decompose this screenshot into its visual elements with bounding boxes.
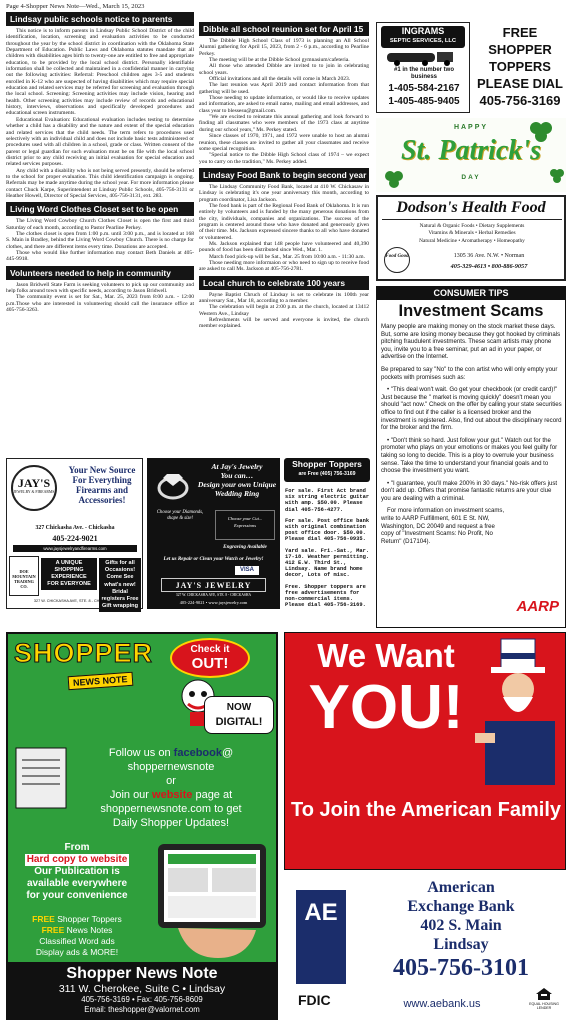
daily-text: Daily Shopper Updates!	[112, 817, 230, 829]
jays-firearms-ad	[6, 458, 143, 609]
url-text[interactable]: shoppernewsnote.com to get	[100, 803, 242, 815]
jewelry-h1: At Jay's Jewelry	[211, 462, 263, 471]
consumer-body	[381, 323, 562, 545]
paragraph: Those needing to update information, or would like to receive updates and information, are asked to email name, mailing and email addresses, and class year to blessesu@gmail.com.	[199, 95, 369, 114]
tablet-hand-icon	[148, 840, 276, 960]
jays-logo-sub: JEWELRY & FIREARMS	[13, 490, 55, 494]
toppers-badge-title: Shopper Toppers	[292, 459, 362, 469]
paragraph: Educational Evaluation: Educational evaluation includes testing to determine whether a child has a disability and the nature and extent of the special education and related services that the child needs. The term refers to procedures used selectively with an individual child and does not include basic tests administered or procedures used with all children in a school, grade or class. Written consent of the parent or legal guardian for such evaluation must be on file with the local school district prior to any child receiving an initial evaluation for special education and related services purposes.	[6, 116, 194, 168]
article-body	[6, 218, 194, 262]
uncle-sam-icon	[475, 637, 565, 787]
check-it-out-badge	[170, 638, 250, 678]
page-header: Page 4-Shopper News Note—Wed., March 15, 2023	[6, 3, 145, 10]
paragraph: Payne Baptist Chruch of Lindsay is set to celebrate its 100th year anniversary Sat., Mar 18, according to a member.	[199, 291, 369, 305]
free-toppers-line: TOPPERS	[489, 59, 551, 74]
paragraph: The clothes closet is open from 1:00 p.m. until 3:00 p.m., and is located at 168 S. Main in Bradley, behind the Living Word Cowboy Church. There is no charge for clothes, and there are different items every time. Donations are accepted.	[6, 230, 194, 250]
paragraph: The food bank is part of the Regional Food Bank of Oklahoma. It is run entirely by volunteers and is funded by the many generous donations from the city, individuals, companies and organizations. The success of the program is centered around those who have donated and generously given of their time. Ms. Jackson expressed sincere thanks to all who have donated or volunteered.	[199, 202, 369, 241]
bank-website[interactable]: www.aebank.us	[403, 998, 481, 1010]
dodson-line: Natural & Organic Foods • Dietary Supplements	[419, 223, 525, 229]
shopper-ad	[6, 632, 278, 1020]
article-body	[199, 292, 369, 330]
pub-line: available everywhere	[26, 878, 128, 889]
jays-headline: Your New Source For Everything Firearms and Accessories!	[68, 465, 136, 505]
jewelry-repair: Let us Repair or Clean your Watch or Jewelry!	[163, 556, 264, 562]
jays-gifts: Gifts for all Occasions! Come See what's new! Bridal registers Free Gift wrapping	[99, 558, 141, 612]
free-tag: FREE	[32, 914, 55, 924]
bank-line: Lindsay	[433, 936, 489, 953]
article-body	[6, 28, 194, 199]
shopper-address: 311 W. Cherokee, Suite C • Lindsay	[58, 983, 226, 995]
column-middle	[199, 22, 369, 448]
doe-mountain-logo: DOE MOUNTAIN TRADING CO.	[9, 556, 39, 596]
bank-line: Exchange Bank	[407, 898, 515, 915]
bank-text	[356, 878, 566, 982]
paragraph: Official invitations and all the details will come in March 2023.	[209, 76, 351, 83]
article-body	[199, 38, 369, 165]
from-text: From	[64, 842, 90, 853]
equal-housing-text: EQUAL HOUSING	[529, 1001, 559, 1006]
stpat-day: DAY	[461, 174, 481, 181]
article-title: Volunteers needed to help in community	[6, 266, 194, 280]
dodson-line: Natural Medicine • Aromatherapy • Homeopathy	[419, 237, 525, 244]
ingrams-name: INGRAMS	[401, 26, 445, 36]
stpat-title: St. Patrick's	[400, 135, 541, 166]
free-list	[12, 914, 142, 958]
paragraph: • "Don't think so hard. Just follow your gut." Watch out for the promoter who plays on your emotions or makes you feel guilty for taking so long to decide. This is a ploy to overrule your business sense. Take the time to understand your financial goals and to choose the investment you want.	[381, 436, 558, 475]
shopper-word: SHOPPER	[14, 638, 154, 668]
paragraph: This notice is to inform parents in Lindsay Public School District of the child identification, location, screening and evaluation activities to be conducted throughout the year by the school district in coordination with the Oklahoma State Department of Education. Public Laws and Oklahoma statutes mandate that all children with disabilities ages birth to twenty-one are entitled to free and appropriate education, to be provided by the local school district. Personally identifiable information shall be collected and maintained in a confidential manner in carrying out the following activities: Referral: Preschool children ages 3-5 and students enrolled in K-12 who are suspected of having disabilities which may require special education and related services may be referred for screening and evaluation through the local school. Screening: Screening activities may include vision, hearing and health. Other screening activities may include review of records and educational history, interviews, observations and specifically developed procedures and educational screen instruments.	[6, 28, 194, 117]
jewelry-headline	[197, 462, 277, 498]
free-toppers-line: FREE	[502, 25, 538, 40]
article-title: Lindsay public schools notice to parents	[6, 12, 194, 26]
join-family-text: To Join the American Family	[290, 799, 562, 821]
food-good-logo: Food Good	[384, 247, 410, 273]
follow-block	[64, 746, 278, 830]
paragraph: For more information on investment scams, write to AARP Fulfillment, 601 E St. NW, Washington, DC 20049 and request a free copy of "Investment Scams: No Profit, No Return" (D17104).	[381, 507, 505, 545]
article-body	[199, 184, 369, 273]
jays-logo	[11, 465, 57, 511]
paragraph: The community event is set for Sat., Mar. 25, 2023 from 8:00 a.m. - 12:00 p.m.Those who are interested in volunteering should call the insurance office at 405-756-3263.	[6, 294, 194, 314]
follow-text: Follow us on	[108, 747, 171, 759]
jewelry-logo: JAY'S JEWELRY	[161, 578, 266, 592]
paragraph: "We are excited to reinstate this annual gathering and look forward to finding all classmates who were members of the 1973 class at anytime during our school years," Ms. Perkey stated.	[199, 114, 369, 133]
ingrams-phone1[interactable]: 1-405-584-2167	[388, 83, 460, 94]
hard-copy-text: Hard copy to website	[26, 854, 128, 865]
article-title: Dibble all school reunion set for April 15	[199, 22, 369, 36]
dodson-lines	[382, 223, 562, 245]
free-item: Shopper Toppers	[57, 914, 122, 924]
bank-phone[interactable]: 405-756-3101	[393, 955, 529, 981]
newspaper-reader-icon	[12, 738, 72, 818]
paragraph: The Dibble High School Class of 1973 is planning an All School Alumni gathering for April 15, 2023, from 2 - 6 p.m., according to Pearline Perkey.	[199, 38, 369, 57]
toppers-badge-sub: are Free (405) 756-3169	[298, 471, 356, 477]
column-left	[6, 12, 194, 438]
topper-item: Free. Shopper toppers are free advertisements for non-commercial items. Please dial 405-756-3169.	[285, 583, 366, 609]
website-link[interactable]: website	[152, 789, 193, 801]
jewelry-cut	[215, 510, 275, 540]
bank-line: American	[427, 879, 495, 896]
paragraph: Any child with a disability who is not being served presently, should be referred to the school for proper evaluation. This child identification campaign is ongoing. Referrals may be made anytime during the school year. For more information please contact Chuck Karpe, Superintendent at Lindsay Public Schools, 405-756-3131 or Heather Howell, Director of Special Services, 405-756-3131, ext. 283.	[6, 167, 194, 199]
now-digital-bubble	[204, 696, 274, 734]
dodson-line: Vitamins & Minerals • Herbal Remedies	[428, 230, 516, 237]
from-block	[12, 842, 142, 902]
aarp-logo: AARP	[516, 598, 559, 615]
paragraph: The Living Word Cowboy Church Clothes Closet is open the first and third Saturday of each month, according to Pastor Pearline Perkey.	[6, 218, 194, 231]
paragraph: Ms. Jackson explained that 148 people have volunteered and 40,390 pounds of food has been distributed since Wed., Mar. 1.	[199, 240, 369, 254]
jewelry-caption: Choose your Diamonds, shape & size!	[156, 510, 204, 521]
topper-item: For sale. First Act brand six string electric guitar with amp. $50.00. Please dial 405-756-4277.	[285, 488, 370, 513]
or-text: or	[166, 775, 176, 787]
article-title: Local church to celebrate 100 years	[199, 276, 369, 290]
paragraph: Refreshments will be served and everyone is invited, the church member explained.	[199, 317, 369, 330]
you-text: YOU!	[308, 673, 464, 742]
paragraph: All those who attended Dibble are invited to to join in celebrating school years.	[199, 63, 369, 76]
shopper-name: Shopper News Note	[66, 965, 218, 982]
dodson-name: Dodson's Health Food	[396, 199, 546, 216]
jays-unique-text: A UNIQUE SHOPPING EXPERIENCE	[51, 560, 87, 580]
bank-logo: AE	[296, 890, 346, 984]
free-item: Classified Word ads	[39, 936, 115, 946]
article-title: Living Word Clothes Closet set to be open	[6, 202, 194, 216]
topper-item: Yard sale. Fri.-Sat., Mar. 17-18. Weather permitting. 412 E.W. Third St., Lindsay. Name brand home decor, Lots of misc.	[285, 547, 370, 579]
consumer-tips	[376, 286, 566, 628]
paragraph: • "This deal won't wait. Go get your checkbook (or credit card)!" Just because the " market is moving quickly" doesn't mean you should "act now." Check on the offer by calling your state securities office to find out if the caller is a licensed broker and the investment is registered. Also, find out about the disciplinary record for the broker and the firm.	[381, 386, 562, 432]
consumer-title: Investment Scams	[398, 302, 544, 320]
toppers-badge	[284, 458, 370, 482]
paragraph: The celebration will begin at 2:00 p.m. at the church, located at 13412 Western Ave., Lindsay	[199, 304, 369, 317]
paragraph: "Special notice to the Dibble High School class of 1974 – we expect you to carry on the tradition," Ms. Perkey added.	[199, 152, 369, 165]
jays-address: 327 Chickasha Ave. - Chickasha	[35, 525, 115, 531]
digital-text: DIGITAL!	[215, 716, 263, 728]
ring-icon	[153, 466, 193, 502]
paragraph: March food pick-up will be Sat., Mar. 25 from 10:00 a.m. - 11:30 a.m.	[209, 253, 366, 260]
paragraph: The meeting will be at the Dibble School gymnasium/cafeteria.	[209, 57, 350, 64]
equal-housing-text: LENDER	[536, 1006, 552, 1010]
paragraph: Jason Bridwell State Farm is seeking volunteers to pick up our community and help folks around town with specific needs, according to Jason Bridwell.	[6, 281, 194, 295]
free-toppers-line: SHOPPER	[488, 42, 552, 57]
jays-logo-text: JAY'S	[17, 476, 51, 490]
free-item: News Notes	[66, 925, 113, 935]
equal-housing-icon	[526, 988, 562, 1011]
article-body	[6, 282, 194, 314]
out-text: OUT!	[191, 655, 229, 672]
bank-ad	[294, 876, 566, 1022]
free-toppers-line: 405-756-3169	[479, 93, 561, 108]
free-toppers-line: PLEASE DIAL	[477, 76, 563, 91]
jays-footer: 327 W. CHICKASHA AVE, STE. 8 - CHICKASHA	[33, 599, 117, 603]
jewelry-expr: Expressions	[233, 523, 257, 528]
free-toppers-ad	[474, 24, 566, 114]
join-text: Join our	[109, 789, 149, 801]
consumer-tag: CONSUMER TIPS	[377, 287, 565, 300]
topper-item: For sale. Post office bank with original combination post office door. $50.00. Please dial 405-756-0935.	[285, 517, 370, 543]
jewelry-cut-text: Choose your Cut...	[227, 516, 263, 521]
now-text: NOW	[226, 702, 252, 713]
jays-web[interactable]: www.jaysjewelryandfirearms.com	[13, 545, 137, 552]
jays-phone[interactable]: 405-224-9021	[52, 534, 98, 543]
toppers-list	[285, 488, 372, 609]
fdic-logo: FDIC	[298, 992, 331, 1008]
shopper-email[interactable]: Email: theshopper@valornet.com	[84, 1005, 200, 1014]
jewelry-address: 327 W. CHICKASHA AVE, STE. 8 - CHICKASHA	[175, 593, 252, 597]
ingrams-rank: #1 in the number two business	[393, 67, 454, 80]
jewelry-h2: You can…	[220, 471, 254, 480]
paragraph: Be prepared to say "No" to the con artist who will only empty your pockets with promises such as:	[381, 365, 558, 381]
paragraph: Many people are making money on the stock market these days. But, some are losing money because they got hooked by criminals pitching fraudulent investments. These scam artists may phone you, invite you to a free seminar, put an ad in your paper, or advertise on the Internet.	[381, 323, 561, 361]
ingrams-phone2[interactable]: 1-405-485-9405	[388, 96, 460, 107]
jays-unique-text2: FOR EVERYONE	[47, 581, 91, 587]
dodson-phone[interactable]: 405-329-4613 • 800-886-9057	[450, 263, 528, 270]
visa-icon: VISA	[235, 566, 259, 575]
pub-line: for your convenience	[26, 890, 128, 901]
ingrams-sub: SEPTIC SERVICES, LLC	[389, 38, 457, 44]
dodson-ad	[376, 195, 566, 281]
shopper-footer	[8, 962, 276, 1018]
jewelry-engraving: Engraving Available	[223, 544, 267, 550]
paragraph: Those needing more informaion or who need to sign up to receive food are asked to call Ms. Jackson at 405-756-2781.	[199, 260, 369, 273]
paragraph: The last reunion was April 2019 and contact information from that gathering will be used.	[199, 82, 369, 95]
facebook-link[interactable]: facebook	[173, 747, 222, 759]
newsnote-word: NEWS NOTE	[68, 672, 133, 690]
paragraph: The Lindsay Community Food Bank, located at 410 W. Chickasaw in Lindsay is celebrating it's one year anniversary this month, according to program coordinator, Lisa Jackson.	[199, 183, 369, 203]
shopper-phones[interactable]: 405-756-3169 • Fax: 405-756-8609	[81, 995, 203, 1004]
jays-jewelry-ad	[147, 458, 280, 609]
free-item: Display ads & MORE!	[35, 947, 119, 957]
stpat-happy: HAPPY	[453, 124, 489, 131]
jays-unique	[41, 558, 97, 590]
jewelry-h3: Design your own Unique Wedding Ring	[197, 480, 277, 498]
paragraph: Those who would like further information may contact Beth Daniels at 405-445-9918.	[6, 250, 194, 263]
check-text: Check it	[190, 644, 230, 655]
dodson-address: 1305 36 Ave. N.W. • Norman	[453, 253, 525, 259]
we-want-you-ad	[284, 632, 566, 870]
jewelry-contact[interactable]: 405-224-9021 • www.jaysjewelry.com	[179, 600, 248, 605]
st-patricks-ad	[376, 118, 566, 192]
paragraph: • "I guarantee, you'll make 200% in 30 days." No-risk offers just don't add up. Offers that promise fantastic returns are your clue you are dealing with a criminal.	[381, 479, 558, 502]
at-sign: @	[221, 747, 234, 759]
we-want-text: We Want	[317, 637, 455, 674]
ingrams-ad	[376, 22, 470, 113]
paragraph: Since classes of 1970, 1971, and 1972 were unable to host an alumni reunion, these classes are invited to gather all your classmates and receive some special recognition.	[199, 133, 369, 152]
article-title: Lindsay Food Bank to begin second year	[199, 168, 369, 182]
free-tag: FREE	[41, 925, 65, 935]
handle-text: shoppernewsnote	[127, 761, 215, 773]
page-text: page at	[195, 789, 233, 801]
bank-line: 402 S. Main	[420, 917, 502, 934]
pub-line: Our Publication is	[34, 866, 120, 877]
septic-truck-icon	[385, 50, 461, 66]
